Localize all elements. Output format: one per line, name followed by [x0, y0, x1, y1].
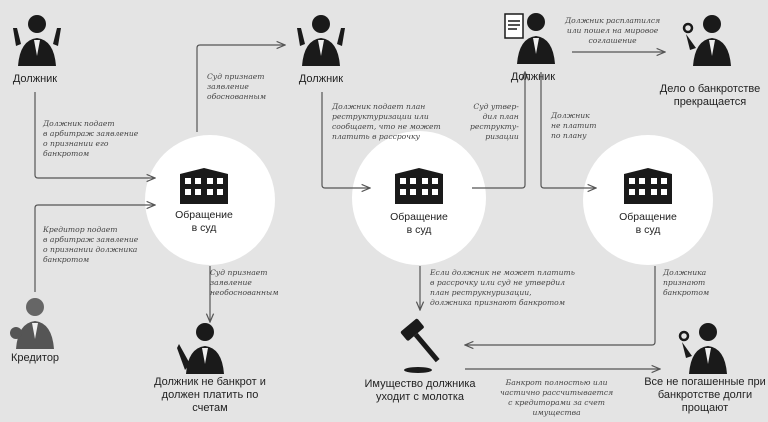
court-label-3: Обращение в суд	[619, 211, 677, 236]
person-icon	[12, 10, 62, 66]
note-settled: Должник расплатился или пошел на мировое соглашение	[565, 16, 661, 45]
note-restructuring-plan: Должник подает план реструктуризации или сообщает, что не может платить в рассрочку	[332, 102, 441, 141]
actor-not-bankrupt: Должник не банкрот и должен платить по счетам	[154, 376, 266, 414]
person-icon	[296, 10, 346, 66]
note-not-paying: Должник не платит по плану	[551, 111, 597, 140]
note-bankrupt-pays: Банкрот полностью или частично рассчитывается с кредиторами за счет имущества	[500, 378, 614, 417]
note-court-valid: Суд признает заявление обоснованным	[207, 72, 267, 101]
person-icon	[8, 293, 58, 349]
actor-creditor: Кредитор	[10, 352, 60, 364]
note-plan-approved: Суд утвер- дил план реструкту- ризации	[470, 102, 519, 141]
court-building-icon	[393, 168, 445, 204]
actor-debtor-1: Должник	[12, 73, 58, 85]
person-document-icon	[503, 8, 559, 64]
person-icon	[175, 318, 231, 374]
court-building-icon	[622, 168, 674, 204]
court-label-1: Обращение в суд	[175, 209, 233, 234]
note-declared-bankrupt: Если должник не может платить в рассрочку или суд не утвердил план реструкнуризации, должника признают банкротом	[430, 268, 575, 307]
note-recognized-bankrupt: Должника признают банкротом	[663, 268, 710, 297]
actor-debtor-2: Должник	[298, 73, 344, 85]
note-debtor-files: Должник подает в арбитраж заявление о признании его банкротом	[43, 119, 139, 158]
note-creditor-files: Кредитор подает в арбитраж заявление о признании должника банкротом	[43, 225, 139, 264]
court-label-2: Обращение в суд	[390, 211, 448, 236]
note-court-invalid: Суд признает заявление необоснованным	[210, 268, 279, 297]
person-ok-icon	[676, 318, 732, 374]
actor-auction: Имущество должника уходит с молотка	[364, 378, 476, 403]
court-building-icon	[178, 168, 230, 204]
person-ok-icon	[680, 10, 736, 66]
actor-debts-forgiven: Все не погашенные при банкротстве долги прощают	[644, 376, 766, 414]
gavel-icon	[388, 318, 444, 374]
actor-debtor-3: Должник	[510, 71, 556, 83]
actor-case-closed: Дело о банкротстве прекращается	[659, 83, 761, 108]
